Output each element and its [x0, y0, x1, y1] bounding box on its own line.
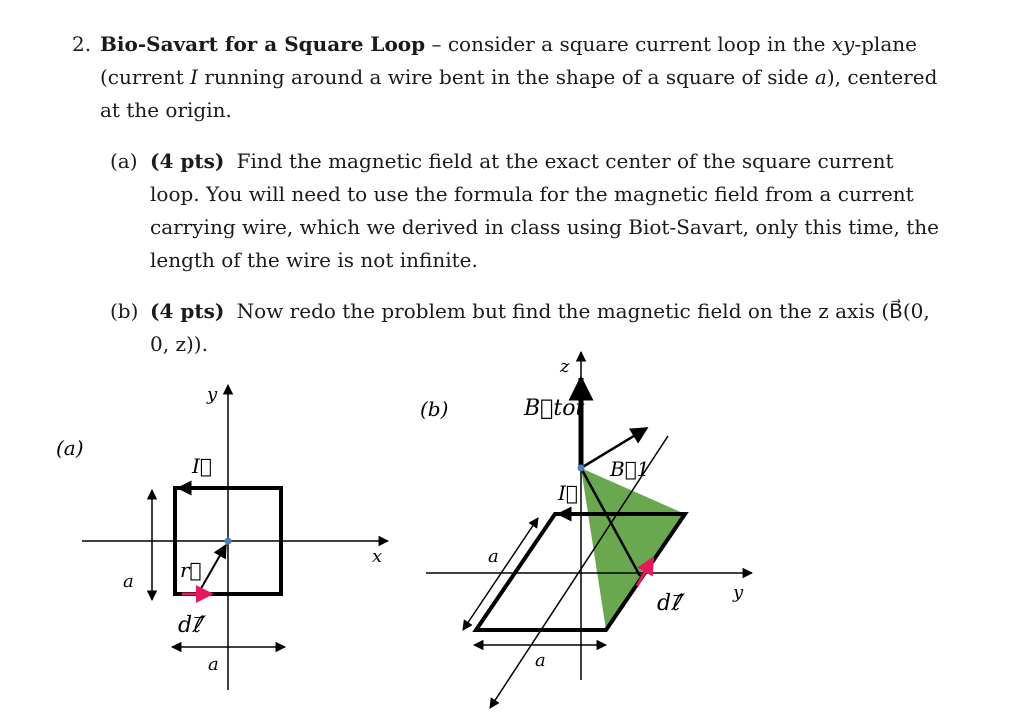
figure-a-radius-label: r⃗ [180, 558, 202, 582]
figure-a [56, 384, 388, 690]
figures [0, 330, 1024, 717]
figure-b-side-dimension-diagonal [463, 518, 538, 630]
figure-b-btot-label: B⃗tot [524, 396, 585, 421]
problem-number: 2. [72, 32, 92, 56]
figure-a-dl-label: dℓ⃗′ [178, 613, 207, 638]
figure-a-origin-dot [225, 538, 232, 545]
intro-part-3: running around a wire bent in the shape of a square of side [198, 65, 815, 89]
part-a-points: (4 pts) [150, 149, 225, 173]
side-symbol: a [814, 65, 827, 89]
figure-b-y-label: y [733, 582, 744, 603]
part-a-label: (a) [110, 149, 138, 173]
part-b-label: (b) [110, 299, 139, 323]
current-symbol: I [190, 65, 199, 89]
figure-a-side-label-horizontal: a [208, 654, 219, 675]
figure-b [420, 352, 752, 708]
intro-part-1: consider a square current loop in the [447, 32, 832, 56]
part-a [110, 145, 942, 277]
figure-b-label: (b) [420, 397, 449, 421]
figure-b-side-label-diagonal: a [488, 546, 499, 567]
figure-a-x-label: x [372, 546, 383, 567]
figure-b-b1-label: B⃗1 [610, 457, 650, 481]
part-b-points: (4 pts) [150, 299, 225, 323]
figure-b-current-label: I⃗ [558, 481, 578, 505]
figure-b-z-label: z [560, 356, 570, 377]
problem-2 [72, 28, 942, 361]
problem-title: Bio-Savart for a Square Loop [100, 32, 426, 56]
title-dash: – [431, 32, 442, 56]
figure-a-current-label: I⃗ [192, 454, 212, 478]
figure-a-side-label-vertical: a [123, 571, 134, 592]
part-b-text: Now redo the problem but find the magnetic field on the z axis (B⃗(0, 0, z)). [150, 299, 930, 356]
intro-part-4: ), centered at the origin. [100, 65, 938, 122]
intro-part-2: -plane (current [100, 32, 917, 89]
part-a-text: Find the magnetic field at the exact center of the square current loop. You will need to use the formula for the magnetic field from a current carrying wire, which we derived in class using Biot-Savart, only this time, the length of the wire is not infinite. [150, 149, 939, 272]
figure-a-radius-vector [199, 545, 226, 592]
figure-b-dl-label: dℓ⃗′ [657, 591, 686, 616]
problem-statement [100, 28, 942, 127]
figure-a-y-label: y [207, 384, 218, 405]
figure-b-side-label-bottom: a [535, 650, 546, 671]
figure-b-origin-dot [578, 465, 585, 472]
plane-symbol: xy [831, 32, 855, 56]
figure-a-label: (a) [56, 436, 84, 460]
